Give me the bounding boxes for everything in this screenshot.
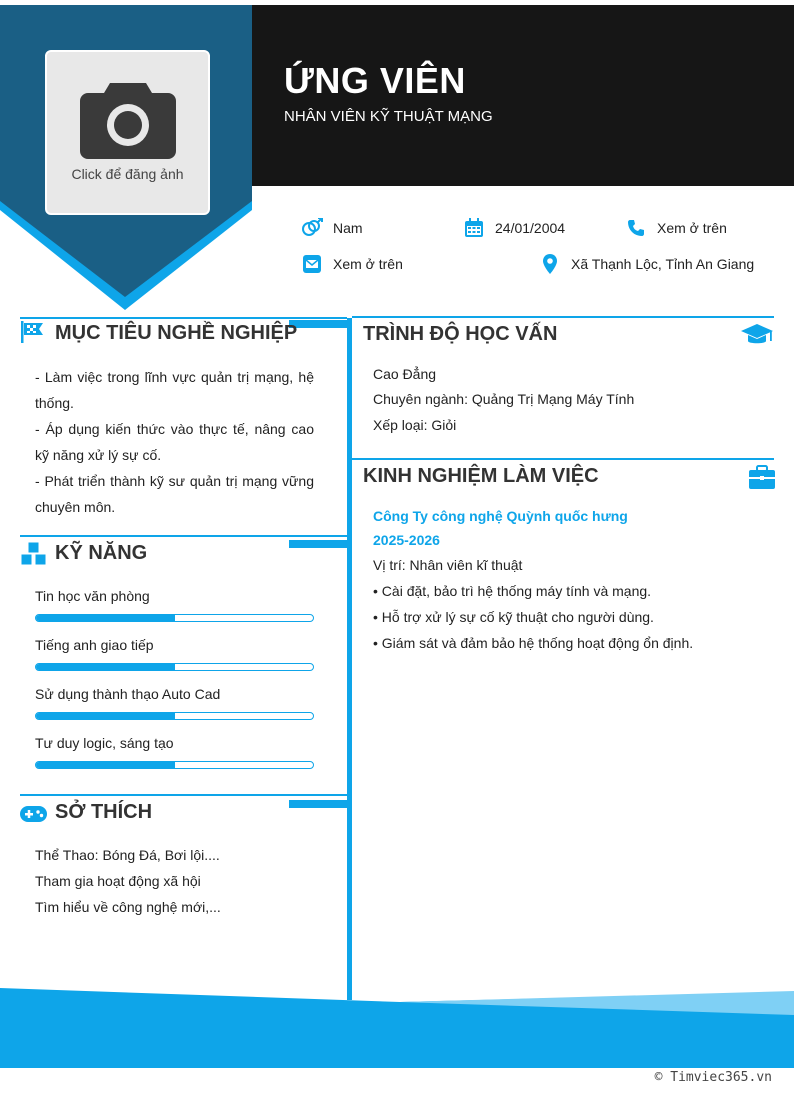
hobby-item: Tham gia hoạt động xã hội	[35, 873, 201, 889]
education-line: Xếp loại: Giỏi	[373, 417, 457, 433]
candidate-name: ỨNG VIÊN	[284, 60, 466, 101]
education-title: TRÌNH ĐỘ HỌC VẤN	[363, 323, 558, 345]
duty-item: • Giám sát và đảm bảo hệ thống hoạt động ổn định.	[373, 635, 694, 651]
contact-email	[301, 253, 403, 275]
skills-title: KỸ NĂNG	[55, 542, 148, 564]
objective-line: - Áp dụng kiến thức vào thực tế, nâng cao kỹ năng xử lý sự cố.	[35, 421, 314, 463]
map-pin-icon	[539, 253, 561, 275]
gender-icon	[301, 217, 323, 239]
skill-bar	[35, 712, 314, 720]
skill-fill	[36, 664, 175, 670]
skill-fill	[36, 762, 175, 768]
skill-label: Sử dụng thành thạo Auto Cad	[35, 686, 221, 702]
objective-line: - Phát triển thành kỹ sư quản trị mạng vững chuyên môn.	[35, 473, 314, 515]
hobbies-accent	[289, 800, 347, 808]
education-line: Chuyên ngành: Quảng Trị Mạng Máy Tính	[373, 391, 635, 407]
dob-value: 24/01/2004	[495, 220, 566, 236]
phone-icon	[625, 217, 647, 239]
column-divider	[347, 318, 352, 1000]
company-name: Công Ty công nghệ Quỳnh quốc hưng	[373, 508, 628, 524]
work-position: Vị trí: Nhân viên kĩ thuật	[373, 557, 523, 573]
skill-bar	[35, 761, 314, 769]
skills-rule	[20, 535, 347, 537]
briefcase-icon	[749, 465, 775, 494]
skill-fill	[36, 615, 175, 621]
skill-label: Tiếng anh giao tiếp	[35, 637, 154, 653]
hobbies-rule	[20, 794, 347, 796]
contact-dob	[463, 217, 565, 239]
duty-item: • Cài đặt, bảo trì hệ thống máy tính và mạng.	[373, 583, 652, 599]
skill-label: Tư duy logic, sáng tạo	[35, 735, 174, 751]
work-period: 2025-2026	[373, 532, 440, 548]
skill-bar	[35, 614, 314, 622]
hobby-item: Thể Thao: Bóng Đá, Bơi lội....	[35, 847, 220, 863]
footer-wave	[0, 988, 800, 1068]
contact-phone	[625, 217, 727, 239]
contact-address	[539, 253, 754, 275]
experience-title: KINH NGHIỆM LÀM VIỆC	[363, 465, 599, 487]
objective-line: - Làm việc trong lĩnh vực quản trị mạng, hệ thống.	[35, 369, 314, 411]
objective-title: MỤC TIÊU NGHỀ NGHIỆP	[55, 322, 298, 344]
copyright: © Timviec365.vn	[654, 1070, 772, 1085]
email-value: Xem ở trên	[333, 256, 403, 272]
hobby-item: Tìm hiểu về công nghệ mới,...	[35, 899, 221, 915]
address-value: Xã Thạnh Lộc, Tỉnh An Giang	[571, 256, 755, 272]
gender-value: Nam	[333, 220, 363, 236]
education-rule	[352, 316, 774, 318]
objective-accent	[289, 320, 347, 328]
phone-value: Xem ở trên	[657, 220, 727, 236]
hobbies-title: SỞ THÍCH	[55, 801, 153, 823]
email-icon	[301, 253, 323, 275]
skills-accent	[289, 540, 347, 548]
camera-icon	[80, 77, 176, 161]
education-line: Cao Đẳng	[373, 366, 437, 382]
photo-caption: Click để đăng ảnh	[71, 166, 184, 182]
flag-icon	[21, 321, 45, 348]
photo-upload[interactable]	[45, 50, 210, 215]
duty-item: • Hỗ trợ xử lý sự cố kỹ thuật cho người dùng.	[373, 609, 654, 625]
experience-rule	[352, 458, 774, 460]
calendar-icon	[463, 217, 485, 239]
objective-rule	[20, 317, 347, 319]
candidate-role: NHÂN VIÊN KỸ THUẬT MẠNG	[284, 108, 493, 125]
skill-bar	[35, 663, 314, 671]
gamepad-icon	[20, 804, 47, 829]
cubes-icon	[20, 541, 48, 572]
graduation-cap-icon	[741, 324, 773, 353]
skill-fill	[36, 713, 175, 719]
contact-gender	[301, 217, 363, 239]
skill-label: Tin học văn phòng	[35, 588, 150, 604]
